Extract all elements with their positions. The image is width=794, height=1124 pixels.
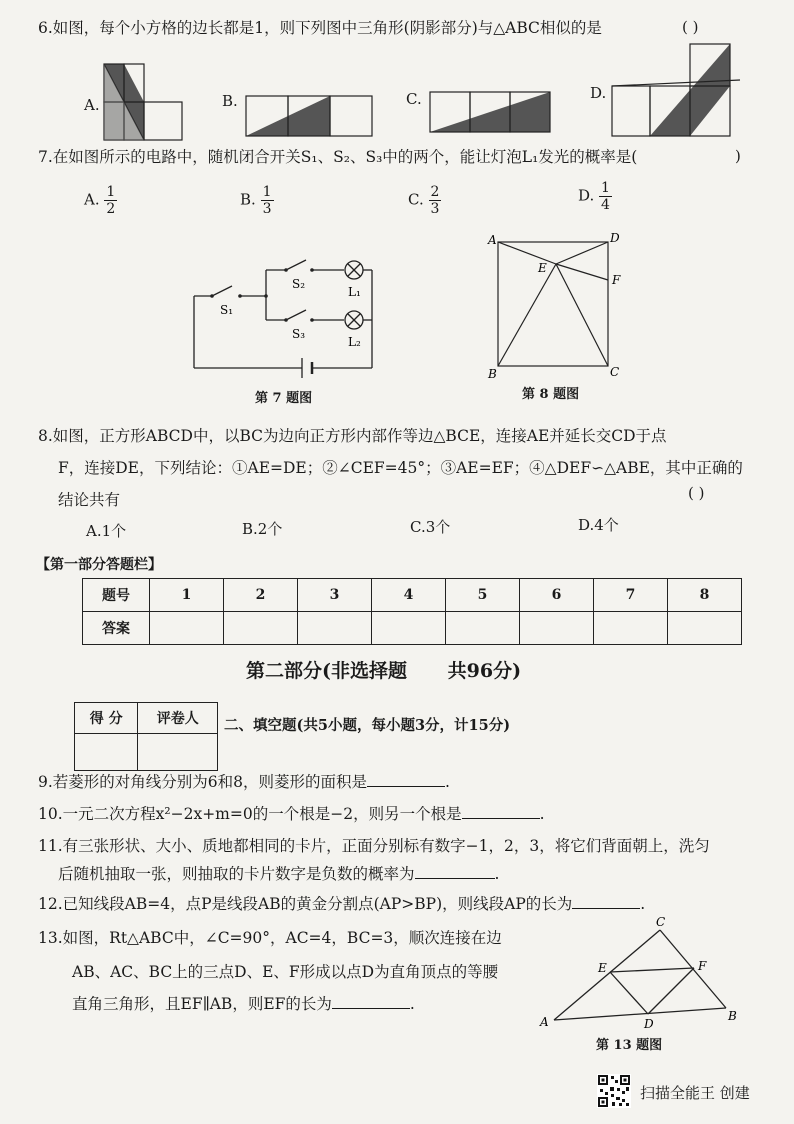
- q6-option-c-label: C.: [406, 90, 422, 108]
- q6-option-c-figure: [428, 90, 552, 134]
- q11-period: .: [494, 865, 500, 883]
- q8-vertex-d: D: [610, 231, 620, 245]
- score-box-grader-cell[interactable]: [138, 734, 218, 771]
- q8-vertex-a: A: [488, 233, 497, 247]
- answer-bar-number-2: 2: [224, 579, 298, 612]
- part2-title-main: 第二部分(非选择题: [246, 660, 407, 682]
- q8-figure-caption: 第 8 题图: [522, 387, 580, 402]
- q7-label-s1: S₁: [220, 303, 234, 317]
- q8-line-2: F，连接DE，下列结论：①AE=DE；②∠CEF=45°；③AE=EF；④△DEF∽△ABE，其中正确的: [58, 459, 743, 477]
- q13-vertex-e: E: [598, 961, 607, 975]
- part2-title-score: 共96分): [447, 660, 522, 682]
- answer-bar-number-4: 4: [372, 579, 446, 612]
- answer-cell-3[interactable]: [298, 612, 372, 645]
- q11-line-2: [58, 864, 499, 884]
- q7-option-a-letter: A.: [84, 190, 100, 209]
- q11-line-1: 11.有三张形状、大小、质地都相同的卡片，正面分别标有数字−1，2，3，将它们背面朝上，洗匀: [38, 837, 710, 855]
- q7-option-b-fraction: $\frac{1}{3}$: [262, 184, 272, 217]
- q7-circuit-diagram: [190, 256, 390, 378]
- answer-cell-7[interactable]: [594, 612, 668, 645]
- q7-answer-paren: ): [735, 147, 741, 165]
- q7-text: 7.在如图所示的电路中，随机闭合开关S₁、S₂、S₃中的两个，能让灯泡L₁发光的概率是(: [38, 148, 638, 166]
- q13-line-3: [72, 994, 415, 1014]
- answer-bar-number-row: [83, 579, 742, 612]
- q13-answer-blank[interactable]: [332, 994, 410, 1009]
- q12-answer-blank[interactable]: [572, 894, 640, 909]
- q7-option-a-fraction: $\frac{1}{2}$: [106, 184, 116, 217]
- q8-line-3: 结论共有: [58, 491, 121, 509]
- q13-vertex-c: C: [656, 915, 666, 929]
- q8-option-b: B.2个: [242, 520, 283, 538]
- score-box-score-head: 得 分: [75, 703, 138, 734]
- part2-title: [246, 656, 521, 683]
- q7-label-s3: S₃: [292, 327, 306, 341]
- q8-option-a: A.1个: [86, 522, 127, 540]
- answer-bar-number-1: 1: [150, 579, 224, 612]
- score-box-score-cell[interactable]: [75, 734, 138, 771]
- q7-option-d-letter: D.: [578, 186, 595, 205]
- q12-text: [38, 894, 645, 914]
- answer-bar-row2-head: 答案: [83, 612, 150, 645]
- footer-scanner-text: 扫描全能王 创建: [640, 1084, 750, 1102]
- q7-option-d-fraction: $\frac{1}{4}$: [601, 180, 610, 213]
- q8-option-d: D.4个: [578, 516, 619, 534]
- qr-code-icon: [597, 1074, 631, 1108]
- q7-label-s2: S₂: [292, 277, 306, 291]
- q13-vertex-a: A: [540, 1015, 549, 1029]
- q7-option-b-letter: B.: [240, 190, 256, 209]
- answer-bar-number-3: 3: [298, 579, 372, 612]
- answer-bar-number-8: 8: [668, 579, 742, 612]
- q10-stem: 10.一元二次方程x²−2x+m=0的一个根是−2，则另一个根是: [38, 805, 462, 823]
- q8-square-figure: [486, 232, 622, 380]
- q6-option-d-label: D.: [590, 84, 607, 102]
- score-box-grader-head: 评卷人: [138, 703, 218, 734]
- q7-option-c-letter: C.: [408, 190, 424, 209]
- q9-period: .: [445, 773, 450, 791]
- answer-cell-1[interactable]: [150, 612, 224, 645]
- q12-stem: 12.已知线段AB=4，点P是线段AB的黄金分割点(AP>BP)，则线段AP的长为: [38, 895, 573, 913]
- answer-cell-6[interactable]: [520, 612, 594, 645]
- q9-answer-blank[interactable]: [367, 772, 445, 787]
- score-box: [74, 702, 218, 771]
- q10-period: .: [539, 805, 545, 823]
- q13-vertex-f: F: [698, 959, 707, 973]
- q9-stem: 9.若菱形的对角线分别为6和8，则菱形的面积是: [38, 773, 368, 791]
- answer-bar-answer-row: [83, 612, 742, 645]
- q11-stem: 后随机抽取一张，则抽取的卡片数字是负数的概率为: [58, 865, 415, 883]
- q6-option-b-figure: [244, 94, 374, 138]
- q8-vertex-f: F: [612, 273, 621, 287]
- q7-option-c: [408, 184, 441, 217]
- q10-answer-blank[interactable]: [462, 804, 540, 819]
- q8-vertex-c: C: [610, 365, 620, 379]
- q13-vertex-b: B: [728, 1009, 737, 1023]
- q8-vertex-e: E: [538, 261, 547, 275]
- answer-bar-number-5: 5: [446, 579, 520, 612]
- q13-line-2: AB、AC、BC上的三点D、E、F形成以点D为直角顶点的等腰: [72, 963, 499, 981]
- q7-option-c-fraction: $\frac{2}{3}$: [430, 184, 440, 217]
- q8-option-c: C.3个: [410, 518, 451, 536]
- answer-bar-title: 【第一部分答题栏】: [36, 557, 162, 573]
- answer-bar-number-7: 7: [594, 579, 668, 612]
- answer-cell-5[interactable]: [446, 612, 520, 645]
- answer-cell-2[interactable]: [224, 612, 298, 645]
- q13-stem: 直角三角形，且EF∥AB，则EF的长为: [72, 995, 332, 1013]
- q7-option-b: [240, 184, 274, 217]
- q7-figure-caption: 第 7 题图: [255, 391, 313, 406]
- section2-title: 二、填空题(共5小题，每小题3分，计15分): [224, 717, 511, 734]
- q13-period: .: [409, 995, 415, 1013]
- q6-text: 6.如图，每个小方格的边长都是1，则下列图中三角形(阴影部分)与△ABC相似的是: [38, 19, 602, 37]
- answer-cell-8[interactable]: [668, 612, 742, 645]
- q6-option-a-label: A.: [84, 96, 100, 114]
- answer-cell-4[interactable]: [372, 612, 446, 645]
- q7-label-l1: L₁: [348, 285, 361, 299]
- q6-answer-paren: ( ): [682, 18, 699, 36]
- q13-vertex-d: D: [644, 1017, 654, 1031]
- q13-line-1: 13.如图，Rt△ABC中，∠C=90°，AC=4，BC=3，顺次连接在边: [38, 929, 502, 947]
- answer-bar-row1-head: 题号: [83, 579, 150, 612]
- q10-text: [38, 804, 545, 824]
- q6-option-b-label: B.: [222, 92, 238, 110]
- q6-option-a-figure: [102, 62, 184, 142]
- q9-text: [38, 772, 450, 792]
- q13-figure-caption: 第 13 题图: [596, 1038, 663, 1053]
- q8-line-1: 8.如图，正方形ABCD中，以BC为边向正方形内部作等边△BCE，连接AE并延长交CD于点: [38, 427, 667, 445]
- q7-label-l2: L₂: [348, 335, 361, 349]
- q8-vertex-b: B: [488, 367, 497, 381]
- q7-option-a: [84, 184, 117, 217]
- q13-triangle-figure: [536, 916, 736, 1030]
- q8-answer-paren: ( ): [688, 484, 705, 502]
- answer-bar-table: [82, 578, 742, 645]
- q7-option-d: [578, 180, 612, 213]
- q6-option-d-figure: [610, 42, 742, 138]
- answer-bar-number-6: 6: [520, 579, 594, 612]
- q12-period: .: [640, 895, 646, 913]
- q11-answer-blank[interactable]: [415, 864, 495, 879]
